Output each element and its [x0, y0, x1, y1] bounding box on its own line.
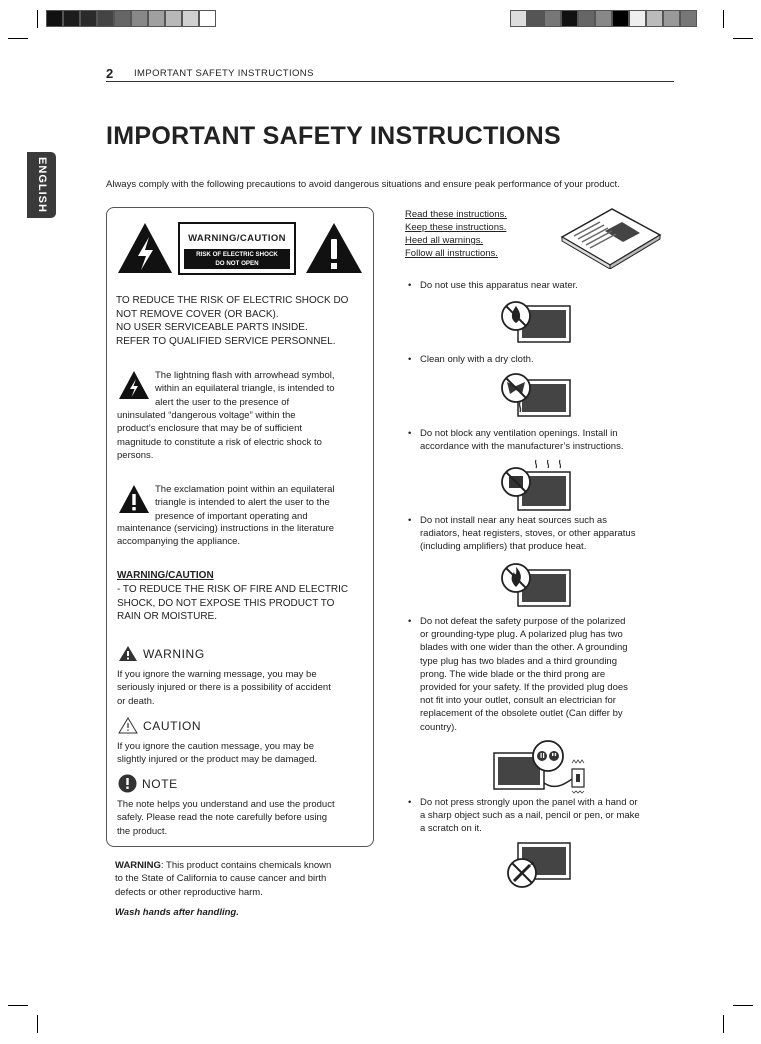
color-swatch: [165, 10, 182, 27]
color-swatch: [680, 10, 697, 27]
lightning-line: product’s enclosure that may be of sufficient: [117, 423, 303, 435]
lightning-triangle-small-icon: [118, 370, 150, 400]
bullet-line: blades with one wider than the other. A grounding: [420, 642, 628, 654]
bullet-line: not fit into your outlet, consult an electrician for: [420, 695, 616, 707]
wc-heading: WARNING/CAUTION: [117, 570, 214, 581]
lightning-line: within an equilateral triangle, is intended to: [155, 383, 335, 395]
bullet-line: accordance with the manufacturer’s instructions.: [420, 441, 624, 453]
bullet-item: [405, 796, 690, 836]
wc-line: - TO REDUCE THE RISK OF FIRE AND ELECTRIC: [117, 584, 349, 595]
bullet-line: provided for your safety. If the provided plug does: [420, 682, 628, 694]
crop-mark: [723, 1015, 724, 1033]
wash-hands-text: Wash hands after handling.: [115, 907, 239, 918]
crop-mark: [8, 1005, 28, 1006]
no-water-icon: [500, 300, 572, 346]
warning-line: seriously injured or there is a possibility of accident: [117, 682, 331, 694]
exclamation-line: presence of important operating and: [155, 510, 308, 522]
lightning-line: The lightning flash with arrowhead symbol,: [155, 370, 335, 381]
caution-heading: [118, 717, 201, 734]
prop65-line: : This product contains chemicals known: [160, 860, 332, 871]
warning-heading-label: WARNING: [143, 646, 205, 661]
shock-caps-line: TO REDUCE THE RISK OF ELECTRIC SHOCK DO: [116, 295, 349, 306]
crop-mark: [733, 1005, 753, 1006]
bullet-line: replacement of the obsolete outlet (Can differ by: [420, 708, 623, 720]
prop65-line: defects or other reproductive harm.: [115, 886, 263, 898]
note-text: [117, 798, 375, 838]
warning-text: [117, 668, 375, 708]
bullet-line: (including amplifiers) that produce heat.: [420, 541, 587, 553]
bullet-line: • Do not use this apparatus near water.: [420, 280, 578, 291]
bullet-item: [405, 615, 690, 734]
shock-caps-line: NO USER SERVICEABLE PARTS INSIDE.: [116, 322, 308, 333]
color-swatch: [63, 10, 80, 27]
color-swatch: [199, 10, 216, 27]
intro-text: Always comply with the following precautions to avoid dangerous situations and ensure peak performance of your product.: [106, 179, 620, 190]
color-swatch: [46, 10, 63, 27]
color-swatch: [646, 10, 663, 27]
bullet-item: [405, 353, 690, 366]
prop65-bold: WARNING: [115, 860, 161, 871]
bullet-line: • Clean only with a dry cloth.: [420, 354, 534, 365]
color-swatch: [612, 10, 629, 27]
lightning-desc: [117, 409, 375, 462]
color-swatch: [544, 10, 561, 27]
bullet-item: [405, 514, 690, 554]
manual-book-icon: [560, 207, 662, 269]
exclamation-line: The exclamation point within an equilateral: [155, 484, 335, 495]
exclamation-desc-indented: [155, 483, 375, 523]
note-line: The note helps you understand and use the product: [117, 799, 335, 810]
caution-line: slightly injured or the product may be damaged.: [117, 754, 318, 766]
warning-line: or death.: [117, 695, 155, 707]
bullet-line: • Do not press strongly upon the panel with a hand or: [420, 797, 638, 808]
color-swatch: [663, 10, 680, 27]
exclamation-triangle-small-icon: [118, 484, 150, 514]
read-list-item: Follow all instructions.: [405, 248, 498, 259]
exclamation-line: maintenance (servicing) instructions in the literature: [117, 523, 335, 534]
bullet-line: • Do not defeat the safety purpose of the polarized: [420, 616, 626, 627]
exclamation-desc: [117, 522, 375, 549]
language-tab-label: ENGLISH: [35, 157, 48, 213]
lightning-line: magnitude to constitute a risk of electric shock to: [117, 436, 322, 448]
bullet-line: or grounding-type plug. A polarized plug has two: [420, 629, 623, 641]
caution-text: [117, 740, 375, 767]
warning-caution-label: [178, 222, 296, 275]
note-line: the product.: [117, 825, 168, 837]
running-title: IMPORTANT SAFETY INSTRUCTIONS: [134, 68, 314, 79]
bullet-item: [405, 279, 690, 292]
color-calibration-bar-right: [510, 10, 697, 27]
color-swatch: [510, 10, 527, 27]
crop-mark: [733, 38, 753, 39]
note-line: safely. Please read the note carefully before using: [117, 812, 328, 824]
warning-caution-label-sub1: RISK OF ELECTRIC SHOCK: [196, 251, 278, 258]
color-swatch: [80, 10, 97, 27]
wc-text: [117, 583, 375, 624]
prop65-line: to the State of California to cause cancer and birth: [115, 873, 327, 885]
lightning-triangle-icon: [116, 221, 174, 275]
bullet-line: a scratch on it.: [420, 823, 482, 835]
polarized-plug-icon: [492, 739, 592, 795]
warning-caution-label-banner: [184, 249, 290, 269]
no-heat-icon: [500, 562, 572, 610]
warning-icon: [118, 645, 138, 662]
note-heading-label: NOTE: [142, 776, 178, 791]
warning-caution-label-sub2: DO NOT OPEN: [215, 259, 259, 267]
read-instructions-list: [405, 208, 507, 260]
bullet-line: • Do not install near any heat sources such as: [420, 515, 607, 526]
color-calibration-bar-left: [46, 10, 216, 27]
color-swatch: [578, 10, 595, 27]
read-list-item: Read these instructions.: [405, 209, 507, 220]
lightning-line: uninsulated “dangerous voltage” within the: [117, 410, 296, 421]
wc-line: RAIN OR MOISTURE.: [117, 611, 218, 622]
bullet-line: country).: [420, 721, 457, 733]
read-list-item: Heed all warnings.: [405, 235, 484, 246]
color-swatch: [97, 10, 114, 27]
warning-caution-label-title: WARNING/CAUTION: [188, 233, 286, 244]
no-block-vent-icon: [500, 458, 572, 514]
lightning-line: persons.: [117, 449, 154, 461]
bullet-item: [405, 427, 690, 453]
crop-mark: [723, 10, 724, 28]
exclamation-triangle-icon: [304, 221, 364, 275]
shock-caps-line: REFER TO QUALIFIED SERVICE PERSONNEL.: [116, 335, 336, 347]
bullet-line: type plug has two blades and a third grounding: [420, 655, 617, 667]
exclamation-line: accompanying the appliance.: [117, 536, 241, 548]
crop-mark: [37, 1015, 38, 1033]
caution-line: If you ignore the caution message, you may be: [117, 741, 314, 752]
color-swatch: [595, 10, 612, 27]
color-swatch: [131, 10, 148, 27]
color-swatch: [182, 10, 199, 27]
lightning-desc-indented: [155, 369, 375, 409]
lightning-line: alert the user to the presence of: [155, 396, 290, 408]
color-swatch: [629, 10, 646, 27]
shock-caps-text: [116, 294, 371, 348]
bullet-line: a sharp object such as a nail, pencil or pen, or make: [420, 810, 640, 822]
color-swatch: [561, 10, 578, 27]
crop-mark: [37, 10, 38, 28]
caution-heading-label: CAUTION: [143, 718, 202, 733]
prop65-warning: [115, 859, 377, 899]
crop-mark: [8, 38, 28, 39]
page-number: 2: [106, 66, 114, 81]
no-press-panel-icon: [500, 841, 572, 891]
color-swatch: [527, 10, 544, 27]
language-tab: [27, 152, 56, 218]
dry-cloth-icon: [500, 372, 572, 420]
bullet-line: • Do not block any ventilation openings. Install in: [420, 428, 618, 439]
read-list-item: Keep these instructions.: [405, 222, 507, 233]
wc-line: SHOCK, DO NOT EXPOSE THIS PRODUCT TO: [117, 597, 335, 609]
warning-heading: [118, 645, 205, 662]
warning-line: If you ignore the warning message, you may be: [117, 669, 317, 680]
header-rule: [106, 81, 674, 82]
note-icon: [118, 774, 137, 793]
note-heading: [118, 774, 178, 793]
page-title: IMPORTANT SAFETY INSTRUCTIONS: [106, 122, 562, 150]
color-swatch: [148, 10, 165, 27]
bullet-line: radiators, heat registers, stoves, or other apparatus: [420, 528, 636, 540]
color-swatch: [114, 10, 131, 27]
exclamation-line: triangle is intended to alert the user to the: [155, 497, 330, 509]
caution-icon: [118, 717, 138, 734]
shock-caps-line: NOT REMOVE COVER (OR BACK).: [116, 308, 279, 320]
bullet-line: prong. The wide blade or the third prong are: [420, 668, 606, 680]
